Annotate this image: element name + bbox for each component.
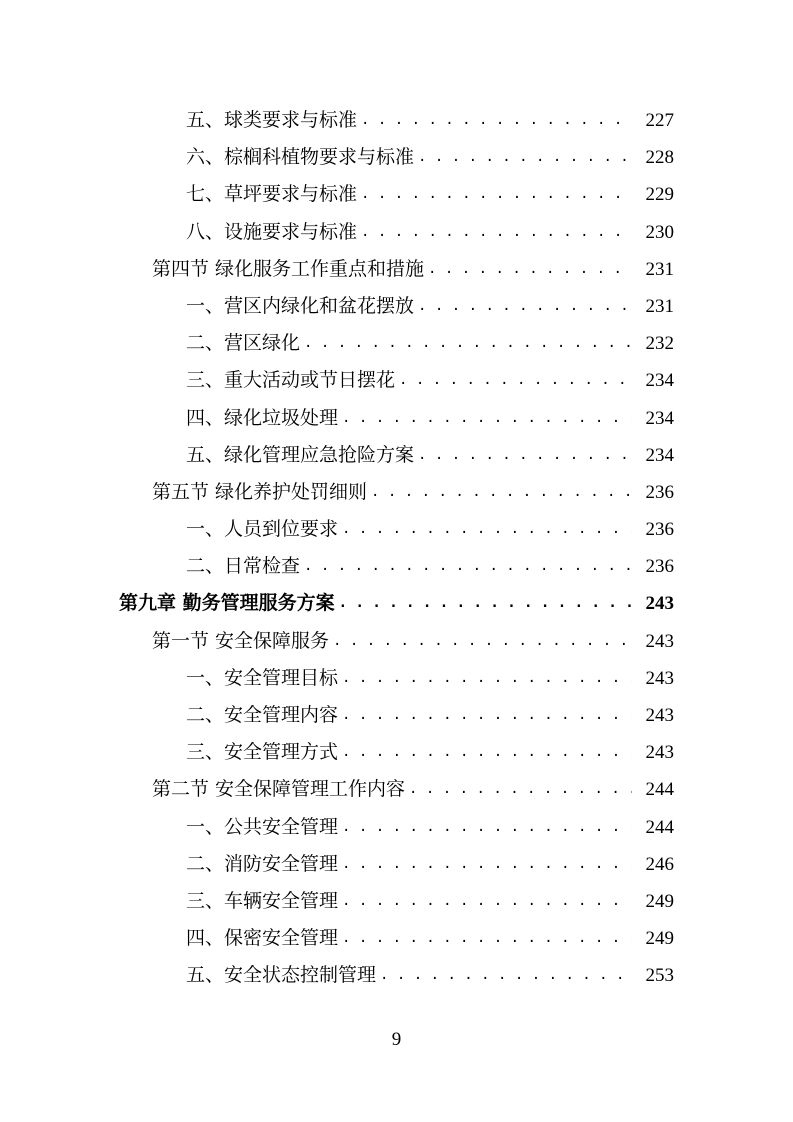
toc-entry[interactable] [0,214,793,251]
toc-entry-title: 二、安全管理内容 [186,704,339,726]
dot-leader [380,957,632,994]
toc-entry-page: 243 [645,705,674,726]
toc-entry[interactable] [0,400,793,437]
dot-leader [361,176,632,213]
dot-leader [418,288,632,325]
toc-entry[interactable] [0,585,793,622]
toc-entry-title: 五、安全状态控制管理 [186,964,377,987]
dot-leader [342,400,632,437]
toc-entry[interactable] [0,102,793,139]
dot-leader [342,920,632,957]
dot-leader [399,362,632,399]
dot-leader [428,251,632,288]
dot-leader [342,846,632,883]
toc-entry[interactable] [0,771,793,808]
toc-entry-page: 231 [645,258,674,280]
toc-entry[interactable] [0,548,793,585]
page-number: 9 [391,1029,402,1050]
toc-entry-title: 第九章 勤务管理服务方案 [119,592,335,615]
toc-entry[interactable] [0,809,793,846]
toc-entry-page: 236 [645,519,674,541]
dot-leader [333,623,632,660]
toc-entry[interactable] [0,176,793,213]
toc-entry-title: 三、车辆安全管理 [186,889,339,912]
dot-leader [409,771,632,808]
dot-leader [418,139,632,176]
dot-leader [418,437,632,474]
toc-entry-page: 249 [645,890,674,912]
toc-entry[interactable] [0,288,793,325]
toc-entry-title: 四、绿化垃圾处理 [186,406,339,429]
toc-entry-page: 230 [645,221,674,243]
toc-entry[interactable] [0,846,793,883]
dot-leader [342,511,632,548]
dot-leader [342,660,632,697]
dot-leader [342,697,632,734]
dot-leader [371,474,632,511]
toc-entry-title: 一、人员到位要求 [186,518,339,541]
toc-entry-page: 231 [645,295,674,317]
toc-entry-page: 243 [645,593,674,615]
toc-entry-page: 253 [645,965,674,987]
toc-entry-title: 五、绿化管理应急抢险方案 [186,443,415,466]
toc-entry[interactable] [0,623,793,660]
toc-entry-page: 234 [645,407,674,429]
toc-entry[interactable] [0,251,793,288]
toc-entry-page: 236 [645,556,674,578]
toc-entry-title: 二、消防安全管理 [186,852,339,875]
toc-entry[interactable] [0,474,793,511]
toc-entry[interactable] [0,697,793,734]
toc-entry-title: 一、安全管理目标 [186,666,339,689]
dot-leader [304,325,632,362]
toc-entry[interactable] [0,511,793,548]
toc-entry-title: 第二节 安全保障管理工作内容 [152,778,406,801]
toc-entry[interactable] [0,883,793,920]
toc-entry-page: 236 [645,481,674,503]
toc-entry[interactable] [0,957,793,994]
dot-leader [361,214,632,251]
dot-leader [304,548,632,585]
toc-entry[interactable] [0,437,793,474]
toc-entry-page: 249 [645,928,674,950]
toc-entry-title: 三、安全管理方式 [186,741,339,764]
toc-entry[interactable] [0,362,793,399]
toc-entry-title: 第五节 绿化养护处罚细则 [152,480,368,503]
toc-entry-page: 229 [645,184,674,206]
toc-entry-page: 234 [645,444,674,466]
toc-entry-page: 244 [645,779,674,801]
table-of-contents [0,102,793,995]
toc-entry-page: 243 [645,742,674,764]
toc-entry-page: 244 [645,816,674,838]
toc-entry[interactable] [0,325,793,362]
toc-entry-page: 228 [645,147,674,169]
dot-leader [342,883,632,920]
toc-entry-title: 二、营区绿化 [186,332,301,355]
dot-leader [361,102,632,139]
toc-entry-title: 七、草坪要求与标准 [186,183,358,206]
toc-entry[interactable] [0,920,793,957]
toc-entry-page: 227 [645,110,674,131]
toc-entry-title: 五、球类要求与标准 [186,109,358,131]
toc-entry-title: 第一节 安全保障服务 [152,629,330,652]
toc-entry-page: 234 [645,370,674,392]
toc-entry[interactable] [0,734,793,771]
toc-entry-page: 232 [645,333,674,355]
toc-entry-page: 243 [645,667,674,689]
toc-entry[interactable] [0,660,793,697]
toc-entry-title: 六、棕榈科植物要求与标准 [186,146,415,169]
dot-leader [342,734,632,771]
toc-entry-title: 三、重大活动或节日摆花 [186,369,396,392]
toc-entry-title: 二、日常检查 [186,555,301,578]
dot-leader [342,809,632,846]
dot-leader [339,585,632,622]
toc-entry-title: 第四节 绿化服务工作重点和措施 [152,257,425,280]
toc-entry-title: 四、保密安全管理 [186,927,339,950]
toc-entry-title: 一、营区内绿化和盆花摆放 [186,294,415,317]
toc-entry-page: 246 [645,853,674,875]
toc-entry-page: 243 [645,630,674,652]
toc-entry[interactable] [0,139,793,176]
toc-entry-title: 一、公共安全管理 [186,815,339,838]
toc-entry-title: 八、设施要求与标准 [186,220,358,243]
